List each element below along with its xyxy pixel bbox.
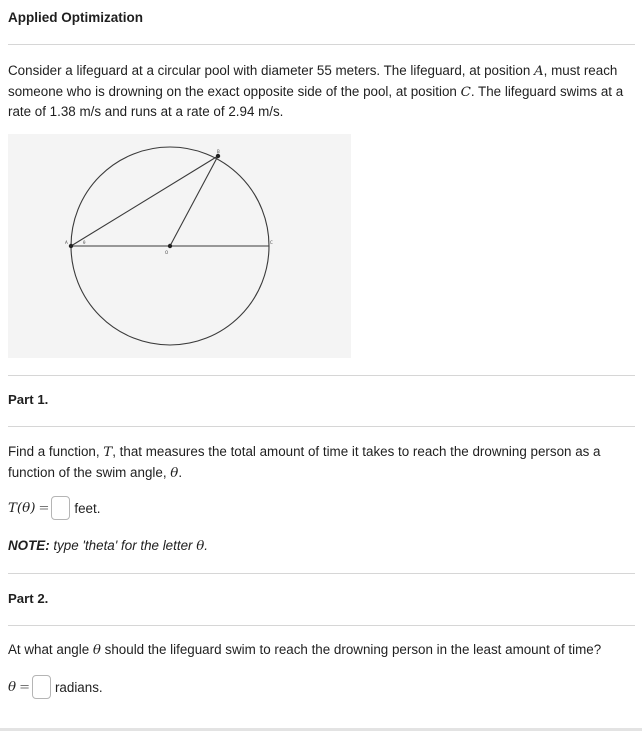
equals-sign: = (19, 679, 30, 695)
divider (8, 573, 635, 574)
divider (8, 426, 635, 427)
note-text: . (204, 538, 208, 553)
divider (8, 375, 635, 376)
intro-text: . The lifeguard swims at a rate of 1.38 m/s and runs at a rate of 2.94 m/s. (8, 83, 624, 119)
pool-diagram-svg (8, 134, 351, 358)
part1-answer-row (8, 495, 100, 521)
var-t: T (103, 445, 113, 460)
part1-heading: Part 1. (8, 392, 49, 407)
label-b: B (217, 149, 220, 154)
label-o: O (165, 250, 169, 255)
var-c: C (460, 84, 471, 100)
note (8, 538, 208, 554)
part1-answer-input[interactable] (51, 496, 70, 520)
question-text: At what angle (8, 642, 93, 657)
note-label: NOTE: (8, 538, 50, 553)
label-a: A (65, 240, 68, 245)
radius-line (170, 156, 218, 246)
var-theta: θ (92, 643, 101, 658)
divider (8, 44, 635, 45)
intro-text: , must reach someone who is drowning on the exact opposite side of the pool, at position (8, 63, 618, 99)
label-theta: θ (83, 240, 86, 245)
question-text: Find a function, (8, 444, 104, 459)
part2-answer-input[interactable] (32, 675, 51, 699)
page-title: Applied Optimization (8, 10, 143, 25)
swim-path-line (71, 156, 218, 246)
var-theta: θ (170, 465, 179, 481)
question-text: . (178, 464, 183, 480)
answer-unit: radians. (54, 679, 103, 695)
point-o (168, 244, 172, 248)
part2-heading: Part 2. (8, 591, 49, 606)
answer-unit: feet. (74, 500, 101, 516)
problem-statement (8, 61, 632, 122)
question-text: , that measures the total amount of time it takes to reach the drowning person as a function of the swim angle, (8, 444, 601, 480)
equals-sign: = (38, 500, 50, 516)
answer-lhs: θ (8, 679, 17, 695)
label-c: C (270, 240, 273, 245)
divider (8, 625, 635, 626)
pool-diagram (8, 134, 351, 358)
note-text: type 'theta' for the letter (49, 538, 197, 553)
var-a: A (533, 64, 544, 79)
part2-question (8, 640, 634, 661)
point-b (216, 154, 220, 158)
point-a (69, 244, 73, 248)
answer-lhs: T(θ) (8, 500, 36, 516)
part1-question (8, 442, 634, 483)
intro-text: Consider a lifeguard at a circular pool with diameter 55 meters. The lifeguard, at position (8, 63, 534, 78)
question-text: should the lifeguard swim to reach the drowning person in the least amount of time? (100, 642, 602, 657)
part2-answer-row (8, 674, 103, 700)
var-theta: θ (196, 539, 205, 554)
